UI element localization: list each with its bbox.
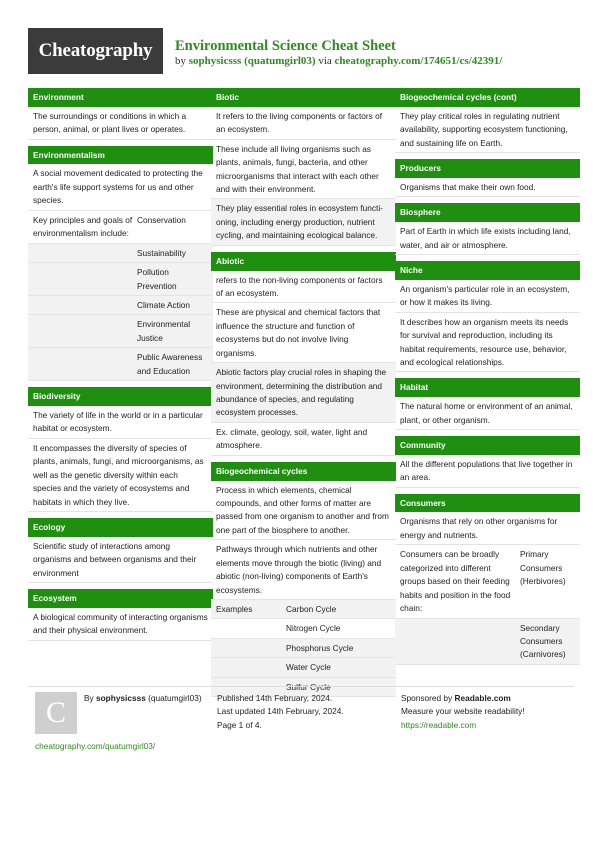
section-row: Organisms that rely on other organisms for energy and nutrients. <box>395 512 580 545</box>
section-heading: Community <box>395 436 580 455</box>
principle-item: Climate Action <box>137 299 191 310</box>
principles-label: Key principles and goals of environmentalism include: <box>33 214 133 239</box>
section-row: Pathways through which nutrients and other elements move through the biotic (living) and abiotic (non-living) components of Earth's ecosystems. <box>211 540 396 600</box>
section-heading: Niche <box>395 261 580 280</box>
section-row: They play critical roles in regulating nutrient availability, supporting ecosystem functioning, and sustaining life on Earth. <box>395 107 580 153</box>
example-row <box>211 600 396 619</box>
author-avatar[interactable]: C <box>35 692 77 734</box>
section-row: refers to the non-living components or factors of an ecosystem. <box>211 271 396 304</box>
example-item: Carbon Cycle <box>286 604 337 615</box>
column-1 <box>28 88 213 647</box>
section-heading: Ecology <box>28 518 213 537</box>
column-2 <box>211 88 396 703</box>
section-heading: Consumers <box>395 494 580 513</box>
principle-item: Sustainability <box>137 247 186 258</box>
byline-by: by <box>175 55 186 67</box>
section-row: Abiotic factors play crucial roles in shaping the environment, determining the distribution and abundance of species, and regulating ecosystem processes. <box>211 363 396 423</box>
section-row: Scientific study of interactions among organisms and between organisms and their environment <box>28 537 213 583</box>
section-row: Process in which elements, chemical compounds, and other forms of matter are passed from one organism to another and from one part of the biosphere to another. <box>211 481 396 541</box>
example-row <box>211 658 396 677</box>
section-heading: Biodiversity <box>28 387 213 406</box>
section-biosphere <box>395 203 580 255</box>
section-row: They play essential roles in ecosystem functioning, including energy production, nutrient cycling, and maintaining ecological balance. <box>211 199 396 245</box>
principle-row <box>28 348 213 381</box>
principle-row <box>28 244 213 263</box>
consumer-row <box>395 545 580 618</box>
section-biotic <box>211 88 396 246</box>
section-row: The surroundings or conditions in which a person, animal, or plant lives or operates. <box>28 107 213 140</box>
example-item: Water Cycle <box>286 662 331 673</box>
section-row: These include all living organisms such as plants, animals, fungi, bacteria, and other microorganisms that interact with each other and with their environment. <box>211 140 396 200</box>
principle-row <box>28 315 213 348</box>
byline <box>175 53 502 71</box>
section-heading: Producers <box>395 159 580 178</box>
sheet-url-link[interactable]: cheatography.com/174651/cs/42391/ <box>334 55 503 67</box>
section-heading: Biotic <box>211 88 396 107</box>
footer-author-handle: (quatumgirl03) <box>148 693 202 703</box>
section-heading: Biogeochemical cycles (cont) <box>395 88 580 107</box>
section-heading: Environmentalism <box>28 146 213 165</box>
principle-item: Conservation <box>137 214 186 225</box>
consumer-type: Primary Consumers (Herbivores) <box>520 549 566 587</box>
section-heading: Abiotic <box>211 252 396 271</box>
section-row: It encompasses the diversity of species of plants, animals, fungi, and microorganisms, as well as the genetic diversity within each species and the variety of ecosystems and habitats in which they live. <box>28 439 213 512</box>
cheatography-logo[interactable]: Cheatography <box>28 28 163 74</box>
section-abiotic <box>211 252 396 456</box>
footer-author <box>84 692 204 705</box>
examples-label: Examples <box>216 604 253 615</box>
section-row: An organism's particular role in an ecosystem, or how it makes its living. <box>395 280 580 313</box>
section-heading: Ecosystem <box>28 589 213 608</box>
page-number: Page 1 of 4. <box>217 719 262 730</box>
section-consumers <box>395 494 580 665</box>
byline-via: via <box>318 55 332 67</box>
page-header <box>28 28 574 74</box>
footer-sponsor <box>401 692 576 732</box>
principle-row <box>28 211 213 244</box>
footer-dates <box>217 692 387 732</box>
sponsor-tagline: Measure your website readability! <box>401 706 525 717</box>
consumer-row <box>395 619 580 665</box>
author-profile-link[interactable]: cheatography.com/quatumgirl03/ <box>35 741 156 751</box>
sponsor-name[interactable]: Readable.com <box>454 693 511 703</box>
sponsor-link[interactable]: https://readable.com <box>401 719 477 730</box>
section-biogeochemical-cycles-cont <box>395 88 580 153</box>
footer-divider <box>28 686 574 687</box>
section-ecology <box>28 518 213 583</box>
section-ecosystem <box>28 589 213 641</box>
section-row: The variety of life in the world or in a particular habitat or ecosystem. <box>28 406 213 439</box>
section-biogeochemical-cycles <box>211 462 396 697</box>
footer-by: By <box>84 693 94 703</box>
section-heading: Biogeochemical cycles <box>211 462 396 481</box>
section-heading: Environment <box>28 88 213 107</box>
published-date: Published 14th February, 2024. <box>217 693 333 703</box>
principle-item: Public Awareness and Education <box>137 352 203 376</box>
sponsored-label: Sponsored by <box>401 693 453 703</box>
consumer-type: Secondary Consumers (Carnivores) <box>520 622 566 660</box>
section-community <box>395 436 580 488</box>
footer-author-name[interactable]: sophysicsss <box>96 693 146 703</box>
principle-row <box>28 263 213 296</box>
example-row <box>211 619 396 638</box>
section-row: Part of Earth in which life exists including land, water, and air or atmosphere. <box>395 222 580 255</box>
section-habitat <box>395 378 580 430</box>
column-3 <box>395 88 580 671</box>
section-row: All the different populations that live together in an area. <box>395 455 580 488</box>
author-link[interactable]: sophysicsss (quatumgirl03) <box>188 55 316 67</box>
consumers-label: Consumers can be broadly categorized into different groups based on their feeding habits and position in the food chain: <box>400 549 511 614</box>
section-row: A biological community of interacting organisms and their physical environment. <box>28 608 213 641</box>
example-item: Nitrogen Cycle <box>286 623 341 634</box>
section-row: The natural home or environment of an animal, plant, or other organism. <box>395 397 580 430</box>
page-title[interactable]: Environmental Science Cheat Sheet <box>175 38 396 54</box>
section-row: These are physical and chemical factors that influence the structure and function of ecosystems but do not involve living organisms. <box>211 303 396 363</box>
section-row: Ex. climate, geology, soil, water, light and atmosphere. <box>211 423 396 456</box>
example-row <box>211 639 396 658</box>
section-biodiversity <box>28 387 213 512</box>
section-row: It refers to the living components or factors of an ecosystem. <box>211 107 396 140</box>
section-environment <box>28 88 213 140</box>
section-heading: Habitat <box>395 378 580 397</box>
principle-item: Pollution Prevention <box>137 267 177 291</box>
section-environmentalism <box>28 146 213 381</box>
section-row: Organisms that make their own food. <box>395 178 580 197</box>
example-item: Phosphorus Cycle <box>286 642 354 653</box>
section-row: It describes how an organism meets its needs for survival and reproduction, including its habitat requirements, resource use, behavior, and ecological relationships. <box>395 313 580 373</box>
section-niche <box>395 261 580 372</box>
section-row: A social movement dedicated to protecting the earth's life support systems for us and other species. <box>28 164 213 210</box>
principle-row <box>28 296 213 315</box>
principle-item: Environmental Justice <box>137 319 191 343</box>
updated-date: Last updated 14th February, 2024. <box>217 706 344 717</box>
section-heading: Biosphere <box>395 203 580 222</box>
section-producers <box>395 159 580 197</box>
